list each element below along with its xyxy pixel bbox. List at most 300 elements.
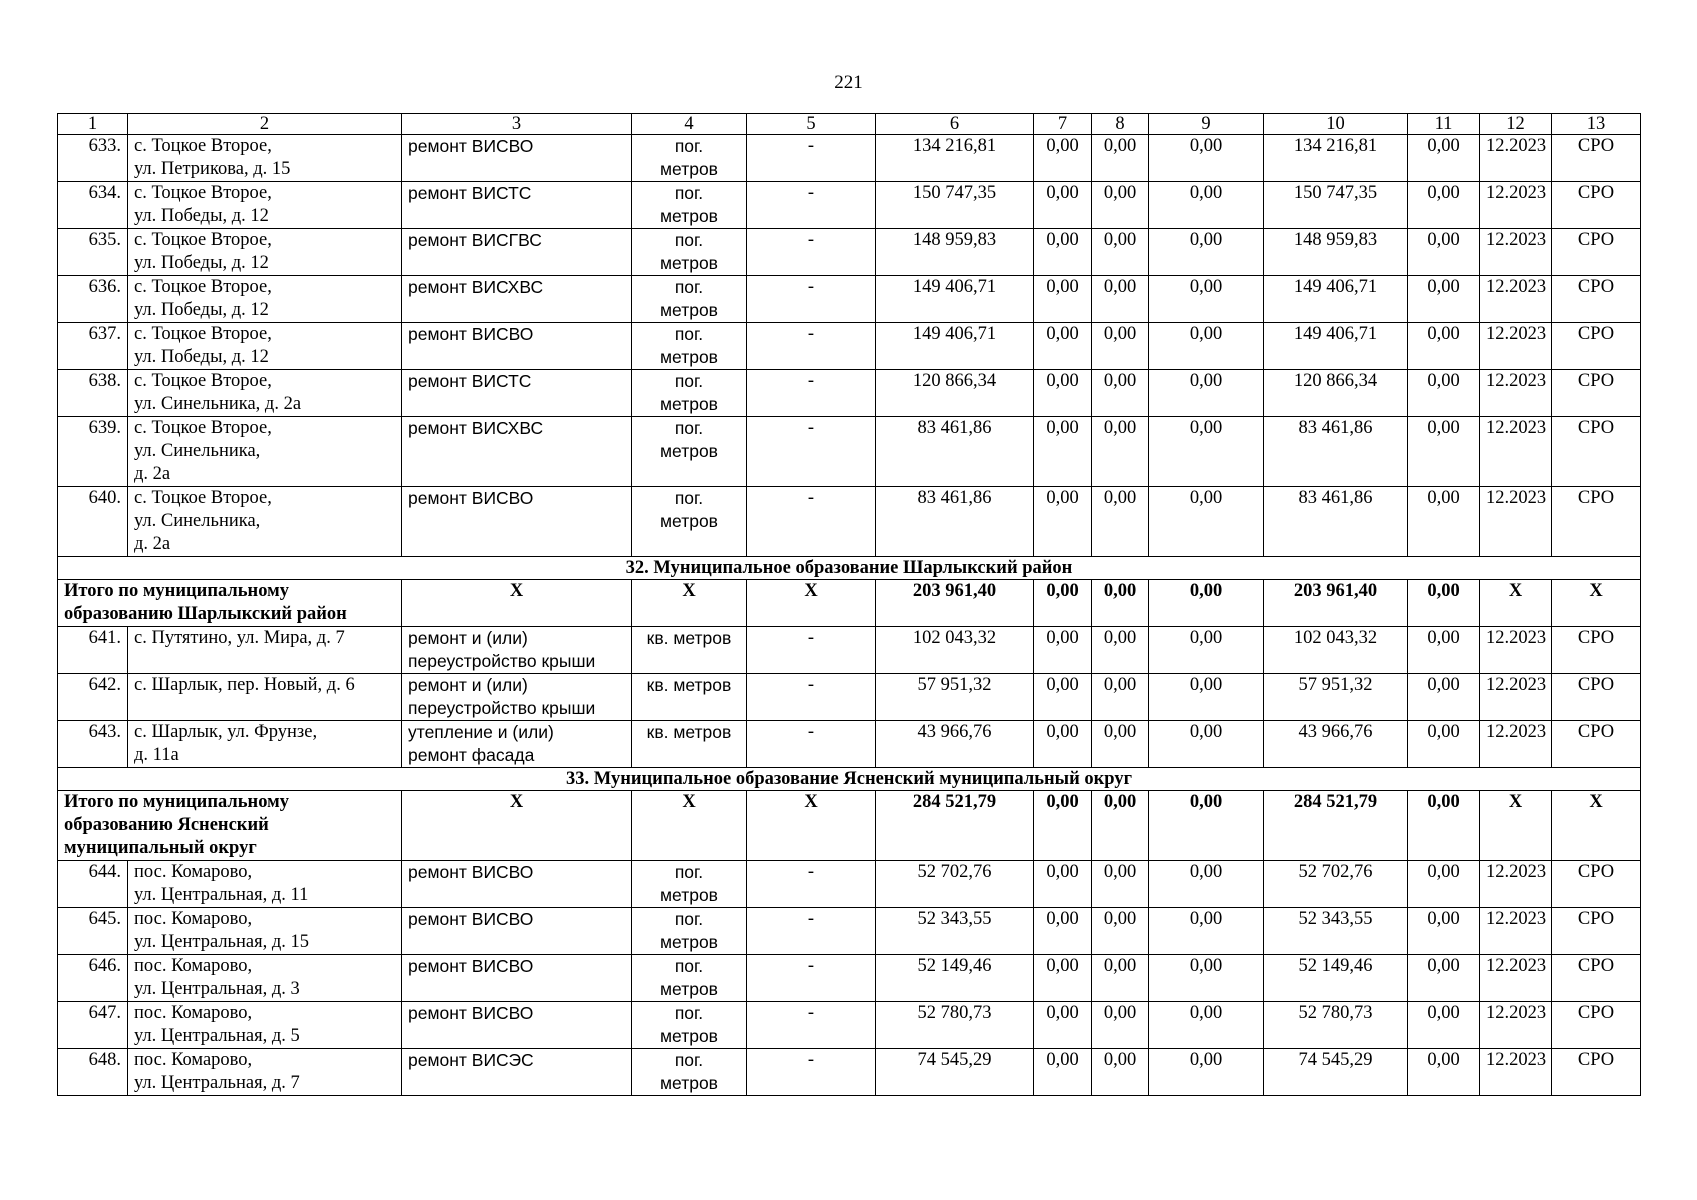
method: СРО [1552, 1002, 1641, 1049]
total-label-line: Итого по муниципальному [64, 581, 289, 601]
work-type-line: ремонт ВИСВО [408, 1003, 534, 1023]
work-type [402, 1002, 632, 1049]
unit [632, 1049, 747, 1096]
c11-value: 0,00 [1408, 627, 1480, 674]
c7-value: 0,00 [1034, 955, 1092, 1002]
c7-value: 0,00 [1034, 1049, 1092, 1096]
row-number: 645. [58, 908, 128, 955]
c8-value: 0,00 [1092, 861, 1149, 908]
table-row [58, 1049, 1641, 1096]
c11-value: 0,00 [1408, 861, 1480, 908]
address-line: с. Тоцкое Второе, [134, 183, 272, 203]
address [128, 417, 402, 487]
unit [632, 861, 747, 908]
address [128, 323, 402, 370]
fund-cost: 102 043,32 [1264, 627, 1408, 674]
c9-value: 0,00 [1149, 487, 1264, 557]
deadline: 12.2023 [1480, 721, 1552, 768]
total-label-line: образованию Ясненский [64, 815, 269, 835]
unit-line: пог. [674, 1050, 704, 1070]
c9-value: 0,00 [1149, 721, 1264, 768]
unit-line: метров [660, 885, 718, 905]
address [128, 674, 402, 721]
total-c13: Х [1552, 580, 1641, 627]
work-type [402, 370, 632, 417]
fund-cost: 74 545,29 [1264, 1049, 1408, 1096]
table-row [58, 135, 1641, 182]
c7-value: 0,00 [1034, 487, 1092, 557]
address-line: с. Тоцкое Второе, [134, 277, 272, 297]
c7-value: 0,00 [1034, 417, 1092, 487]
address-line: д. 11а [134, 745, 179, 765]
address-line: д. 2а [134, 464, 171, 484]
address [128, 135, 402, 182]
c8-value: 0,00 [1092, 1002, 1149, 1049]
work-type-line: ремонт ВИСЭС [408, 1050, 534, 1070]
unit-line: пог. [674, 277, 704, 297]
deadline: 12.2023 [1480, 370, 1552, 417]
address-line: с. Тоцкое Второе, [134, 488, 272, 508]
fund-cost: 43 966,76 [1264, 721, 1408, 768]
column-number: 12 [1480, 114, 1552, 135]
fund-cost: 52 343,55 [1264, 908, 1408, 955]
row-number: 648. [58, 1049, 128, 1096]
work-type-line: ремонт фасада [408, 745, 535, 765]
c8-value: 0,00 [1092, 276, 1149, 323]
unit-line: пог. [674, 488, 704, 508]
fund-cost: 52 149,46 [1264, 955, 1408, 1002]
c11-value: 0,00 [1408, 417, 1480, 487]
unit-line: пог. [674, 909, 704, 929]
address [128, 1049, 402, 1096]
work-type [402, 417, 632, 487]
table-row [58, 908, 1641, 955]
total-cost: 57 951,32 [876, 674, 1034, 721]
work-type [402, 955, 632, 1002]
unit-line: метров [660, 347, 718, 367]
total-c4: Х [632, 580, 747, 627]
unit [632, 276, 747, 323]
capital-repair-table [57, 113, 1641, 1096]
c8-value: 0,00 [1092, 721, 1149, 768]
unit-line: пог. [674, 136, 704, 156]
deadline: 12.2023 [1480, 908, 1552, 955]
total-c5: Х [747, 791, 876, 861]
row-number: 647. [58, 1002, 128, 1049]
table-row [58, 487, 1641, 557]
total-sum: 284 521,79 [876, 791, 1034, 861]
total-c12: Х [1480, 580, 1552, 627]
total-cost: 43 966,76 [876, 721, 1034, 768]
c8-value: 0,00 [1092, 487, 1149, 557]
unit-line: метров [660, 979, 718, 999]
c11-value: 0,00 [1408, 276, 1480, 323]
c7-value: 0,00 [1034, 861, 1092, 908]
c5-value: - [747, 370, 876, 417]
work-type [402, 861, 632, 908]
unit-line: метров [660, 159, 718, 179]
c7-value: 0,00 [1034, 1002, 1092, 1049]
c7-value: 0,00 [1034, 721, 1092, 768]
total-c10: 203 961,40 [1264, 580, 1408, 627]
fund-cost: 120 866,34 [1264, 370, 1408, 417]
deadline: 12.2023 [1480, 417, 1552, 487]
page-number: 221 [834, 72, 863, 93]
total-c8: 0,00 [1092, 580, 1149, 627]
address [128, 182, 402, 229]
unit [632, 417, 747, 487]
address-line: ул. Победы, д. 12 [134, 253, 269, 273]
c8-value: 0,00 [1092, 955, 1149, 1002]
c9-value: 0,00 [1149, 627, 1264, 674]
unit [632, 135, 747, 182]
method: СРО [1552, 487, 1641, 557]
address [128, 370, 402, 417]
unit-line: метров [660, 511, 718, 531]
total-cost: 120 866,34 [876, 370, 1034, 417]
c8-value: 0,00 [1092, 135, 1149, 182]
work-type [402, 487, 632, 557]
work-type-line: переустройство крыши [408, 698, 596, 718]
c11-value: 0,00 [1408, 721, 1480, 768]
unit-line: пог. [674, 862, 704, 882]
work-type [402, 721, 632, 768]
address-line: ул. Победы, д. 12 [134, 300, 269, 320]
address-line: пос. Комарово, [134, 1050, 253, 1070]
c8-value: 0,00 [1092, 908, 1149, 955]
fund-cost: 149 406,71 [1264, 323, 1408, 370]
total-c13: Х [1552, 791, 1641, 861]
c9-value: 0,00 [1149, 908, 1264, 955]
column-number: 8 [1092, 114, 1149, 135]
c11-value: 0,00 [1408, 135, 1480, 182]
deadline: 12.2023 [1480, 627, 1552, 674]
c9-value: 0,00 [1149, 182, 1264, 229]
work-type-line: утепление и (или) [408, 722, 554, 742]
unit [632, 955, 747, 1002]
total-sum: 203 961,40 [876, 580, 1034, 627]
total-c11: 0,00 [1408, 580, 1480, 627]
address [128, 487, 402, 557]
c8-value: 0,00 [1092, 417, 1149, 487]
unit-line: пог. [674, 956, 704, 976]
address-line: ул. Центральная, д. 7 [134, 1073, 300, 1093]
deadline: 12.2023 [1480, 1049, 1552, 1096]
method: СРО [1552, 627, 1641, 674]
total-c9: 0,00 [1149, 580, 1264, 627]
total-cost: 134 216,81 [876, 135, 1034, 182]
total-cost: 83 461,86 [876, 417, 1034, 487]
column-number: 4 [632, 114, 747, 135]
row-number: 635. [58, 229, 128, 276]
c5-value: - [747, 627, 876, 674]
total-row [58, 791, 1641, 861]
total-c11: 0,00 [1408, 791, 1480, 861]
c8-value: 0,00 [1092, 1049, 1149, 1096]
work-type-line: ремонт ВИСВО [408, 862, 534, 882]
address [128, 861, 402, 908]
deadline: 12.2023 [1480, 861, 1552, 908]
total-cost: 52 702,76 [876, 861, 1034, 908]
c9-value: 0,00 [1149, 417, 1264, 487]
unit [632, 721, 747, 768]
c7-value: 0,00 [1034, 135, 1092, 182]
address-line: ул. Центральная, д. 3 [134, 979, 300, 999]
fund-cost: 52 702,76 [1264, 861, 1408, 908]
c11-value: 0,00 [1408, 323, 1480, 370]
method: СРО [1552, 955, 1641, 1002]
method: СРО [1552, 135, 1641, 182]
address-line: ул. Центральная, д. 5 [134, 1026, 300, 1046]
c5-value: - [747, 487, 876, 557]
column-number: 5 [747, 114, 876, 135]
row-number: 634. [58, 182, 128, 229]
section-title: 33. Муниципальное образование Ясненский муниципальный округ [58, 768, 1641, 791]
deadline: 12.2023 [1480, 323, 1552, 370]
total-cost: 148 959,83 [876, 229, 1034, 276]
address-line: д. 2а [134, 534, 171, 554]
method: СРО [1552, 323, 1641, 370]
work-type [402, 674, 632, 721]
method: СРО [1552, 229, 1641, 276]
address-line: ул. Центральная, д. 15 [134, 932, 310, 952]
table-row [58, 229, 1641, 276]
column-number: 11 [1408, 114, 1480, 135]
address-line: с. Тоцкое Второе, [134, 324, 272, 344]
c5-value: - [747, 229, 876, 276]
address-line: с. Тоцкое Второе, [134, 136, 272, 156]
unit [632, 370, 747, 417]
unit [632, 1002, 747, 1049]
unit-line: пог. [674, 1003, 704, 1023]
address [128, 229, 402, 276]
total-c10: 284 521,79 [1264, 791, 1408, 861]
unit-line: кв. метров [646, 675, 732, 695]
c9-value: 0,00 [1149, 1049, 1264, 1096]
work-type [402, 323, 632, 370]
c8-value: 0,00 [1092, 229, 1149, 276]
table-row [58, 323, 1641, 370]
c11-value: 0,00 [1408, 1002, 1480, 1049]
unit-line: метров [660, 206, 718, 226]
c7-value: 0,00 [1034, 674, 1092, 721]
fund-cost: 149 406,71 [1264, 276, 1408, 323]
total-label [58, 791, 402, 861]
address-line: с. Шарлык, пер. Новый, д. 6 [134, 675, 355, 695]
unit-line: метров [660, 932, 718, 952]
address-line: пос. Комарово, [134, 1003, 253, 1023]
work-type-line: ремонт ВИСХВС [408, 277, 544, 297]
work-type-line: ремонт ВИСВО [408, 324, 534, 344]
method: СРО [1552, 861, 1641, 908]
c11-value: 0,00 [1408, 674, 1480, 721]
column-number: 6 [876, 114, 1034, 135]
total-label-line: муниципальный округ [64, 838, 257, 858]
total-cost: 149 406,71 [876, 276, 1034, 323]
c11-value: 0,00 [1408, 908, 1480, 955]
total-c4: Х [632, 791, 747, 861]
fund-cost: 148 959,83 [1264, 229, 1408, 276]
address [128, 627, 402, 674]
fund-cost: 83 461,86 [1264, 487, 1408, 557]
c5-value: - [747, 674, 876, 721]
total-c3: Х [402, 791, 632, 861]
fund-cost: 150 747,35 [1264, 182, 1408, 229]
address [128, 721, 402, 768]
unit [632, 674, 747, 721]
address-line: пос. Комарово, [134, 956, 253, 976]
table-row [58, 417, 1641, 487]
column-number: 7 [1034, 114, 1092, 135]
unit-line: пог. [674, 418, 704, 438]
c5-value: - [747, 1049, 876, 1096]
unit-line: метров [660, 253, 718, 273]
c7-value: 0,00 [1034, 276, 1092, 323]
c5-value: - [747, 721, 876, 768]
total-cost: 150 747,35 [876, 182, 1034, 229]
row-number: 646. [58, 955, 128, 1002]
table-row [58, 182, 1641, 229]
c11-value: 0,00 [1408, 487, 1480, 557]
c5-value: - [747, 135, 876, 182]
c7-value: 0,00 [1034, 908, 1092, 955]
unit-line: пог. [674, 183, 704, 203]
c5-value: - [747, 182, 876, 229]
column-number: 2 [128, 114, 402, 135]
c5-value: - [747, 955, 876, 1002]
address [128, 908, 402, 955]
total-cost: 52 343,55 [876, 908, 1034, 955]
column-number: 3 [402, 114, 632, 135]
c11-value: 0,00 [1408, 370, 1480, 417]
address [128, 1002, 402, 1049]
total-cost: 52 780,73 [876, 1002, 1034, 1049]
address-line: ул. Синельника, [134, 441, 261, 461]
unit-line: метров [660, 300, 718, 320]
work-type [402, 135, 632, 182]
unit-line: пог. [674, 371, 704, 391]
c8-value: 0,00 [1092, 323, 1149, 370]
unit [632, 182, 747, 229]
row-number: 643. [58, 721, 128, 768]
work-type [402, 229, 632, 276]
c5-value: - [747, 861, 876, 908]
unit-line: пог. [674, 230, 704, 250]
c9-value: 0,00 [1149, 955, 1264, 1002]
address-line: пос. Комарово, [134, 862, 253, 882]
fund-cost: 57 951,32 [1264, 674, 1408, 721]
column-number: 13 [1552, 114, 1641, 135]
address-line: с. Путятино, ул. Мира, д. 7 [134, 628, 345, 648]
method: СРО [1552, 417, 1641, 487]
address-line: с. Тоцкое Второе, [134, 371, 272, 391]
row-number: 640. [58, 487, 128, 557]
c9-value: 0,00 [1149, 229, 1264, 276]
total-c12: Х [1480, 791, 1552, 861]
address-line: с. Тоцкое Второе, [134, 418, 272, 438]
c7-value: 0,00 [1034, 229, 1092, 276]
method: СРО [1552, 908, 1641, 955]
total-label-line: образованию Шарлыкский район [64, 604, 347, 624]
work-type-line: ремонт ВИСТС [408, 183, 532, 203]
c5-value: - [747, 323, 876, 370]
row-number: 639. [58, 417, 128, 487]
unit-line: пог. [674, 324, 704, 344]
row-number: 641. [58, 627, 128, 674]
method: СРО [1552, 721, 1641, 768]
unit [632, 229, 747, 276]
method: СРО [1552, 182, 1641, 229]
total-c7: 0,00 [1034, 580, 1092, 627]
table-row [58, 674, 1641, 721]
work-type-line: переустройство крыши [408, 651, 596, 671]
work-type-line: ремонт ВИСВО [408, 488, 534, 508]
c9-value: 0,00 [1149, 276, 1264, 323]
address-line: ул. Победы, д. 12 [134, 347, 269, 367]
total-label [58, 580, 402, 627]
work-type [402, 182, 632, 229]
total-label-line: Итого по муниципальному [64, 792, 289, 812]
c11-value: 0,00 [1408, 955, 1480, 1002]
address [128, 276, 402, 323]
row-number: 642. [58, 674, 128, 721]
section-header-row [58, 557, 1641, 580]
table-row [58, 721, 1641, 768]
row-number: 637. [58, 323, 128, 370]
c11-value: 0,00 [1408, 182, 1480, 229]
work-type-line: ремонт ВИСГВС [408, 230, 542, 250]
deadline: 12.2023 [1480, 276, 1552, 323]
deadline: 12.2023 [1480, 135, 1552, 182]
unit-line: метров [660, 394, 718, 414]
unit [632, 627, 747, 674]
c7-value: 0,00 [1034, 627, 1092, 674]
unit-line: кв. метров [646, 628, 732, 648]
table-row [58, 861, 1641, 908]
row-number: 644. [58, 861, 128, 908]
c8-value: 0,00 [1092, 370, 1149, 417]
row-number: 638. [58, 370, 128, 417]
unit-line: кв. метров [646, 722, 732, 742]
unit [632, 323, 747, 370]
address-line: ул. Победы, д. 12 [134, 206, 269, 226]
c9-value: 0,00 [1149, 135, 1264, 182]
address-line: ул. Синельника, д. 2а [134, 394, 302, 414]
row-number: 633. [58, 135, 128, 182]
method: СРО [1552, 1049, 1641, 1096]
address-line: с. Шарлык, ул. Фрунзе, [134, 722, 318, 742]
table-row [58, 955, 1641, 1002]
c9-value: 0,00 [1149, 323, 1264, 370]
column-number: 1 [58, 114, 128, 135]
deadline: 12.2023 [1480, 1002, 1552, 1049]
table-row [58, 627, 1641, 674]
c11-value: 0,00 [1408, 229, 1480, 276]
column-number-row [58, 114, 1641, 135]
total-cost: 149 406,71 [876, 323, 1034, 370]
total-cost: 102 043,32 [876, 627, 1034, 674]
c7-value: 0,00 [1034, 182, 1092, 229]
total-cost: 74 545,29 [876, 1049, 1034, 1096]
total-c5: Х [747, 580, 876, 627]
c11-value: 0,00 [1408, 1049, 1480, 1096]
c5-value: - [747, 417, 876, 487]
unit [632, 908, 747, 955]
total-c8: 0,00 [1092, 791, 1149, 861]
total-c3: Х [402, 580, 632, 627]
c7-value: 0,00 [1034, 323, 1092, 370]
method: СРО [1552, 674, 1641, 721]
